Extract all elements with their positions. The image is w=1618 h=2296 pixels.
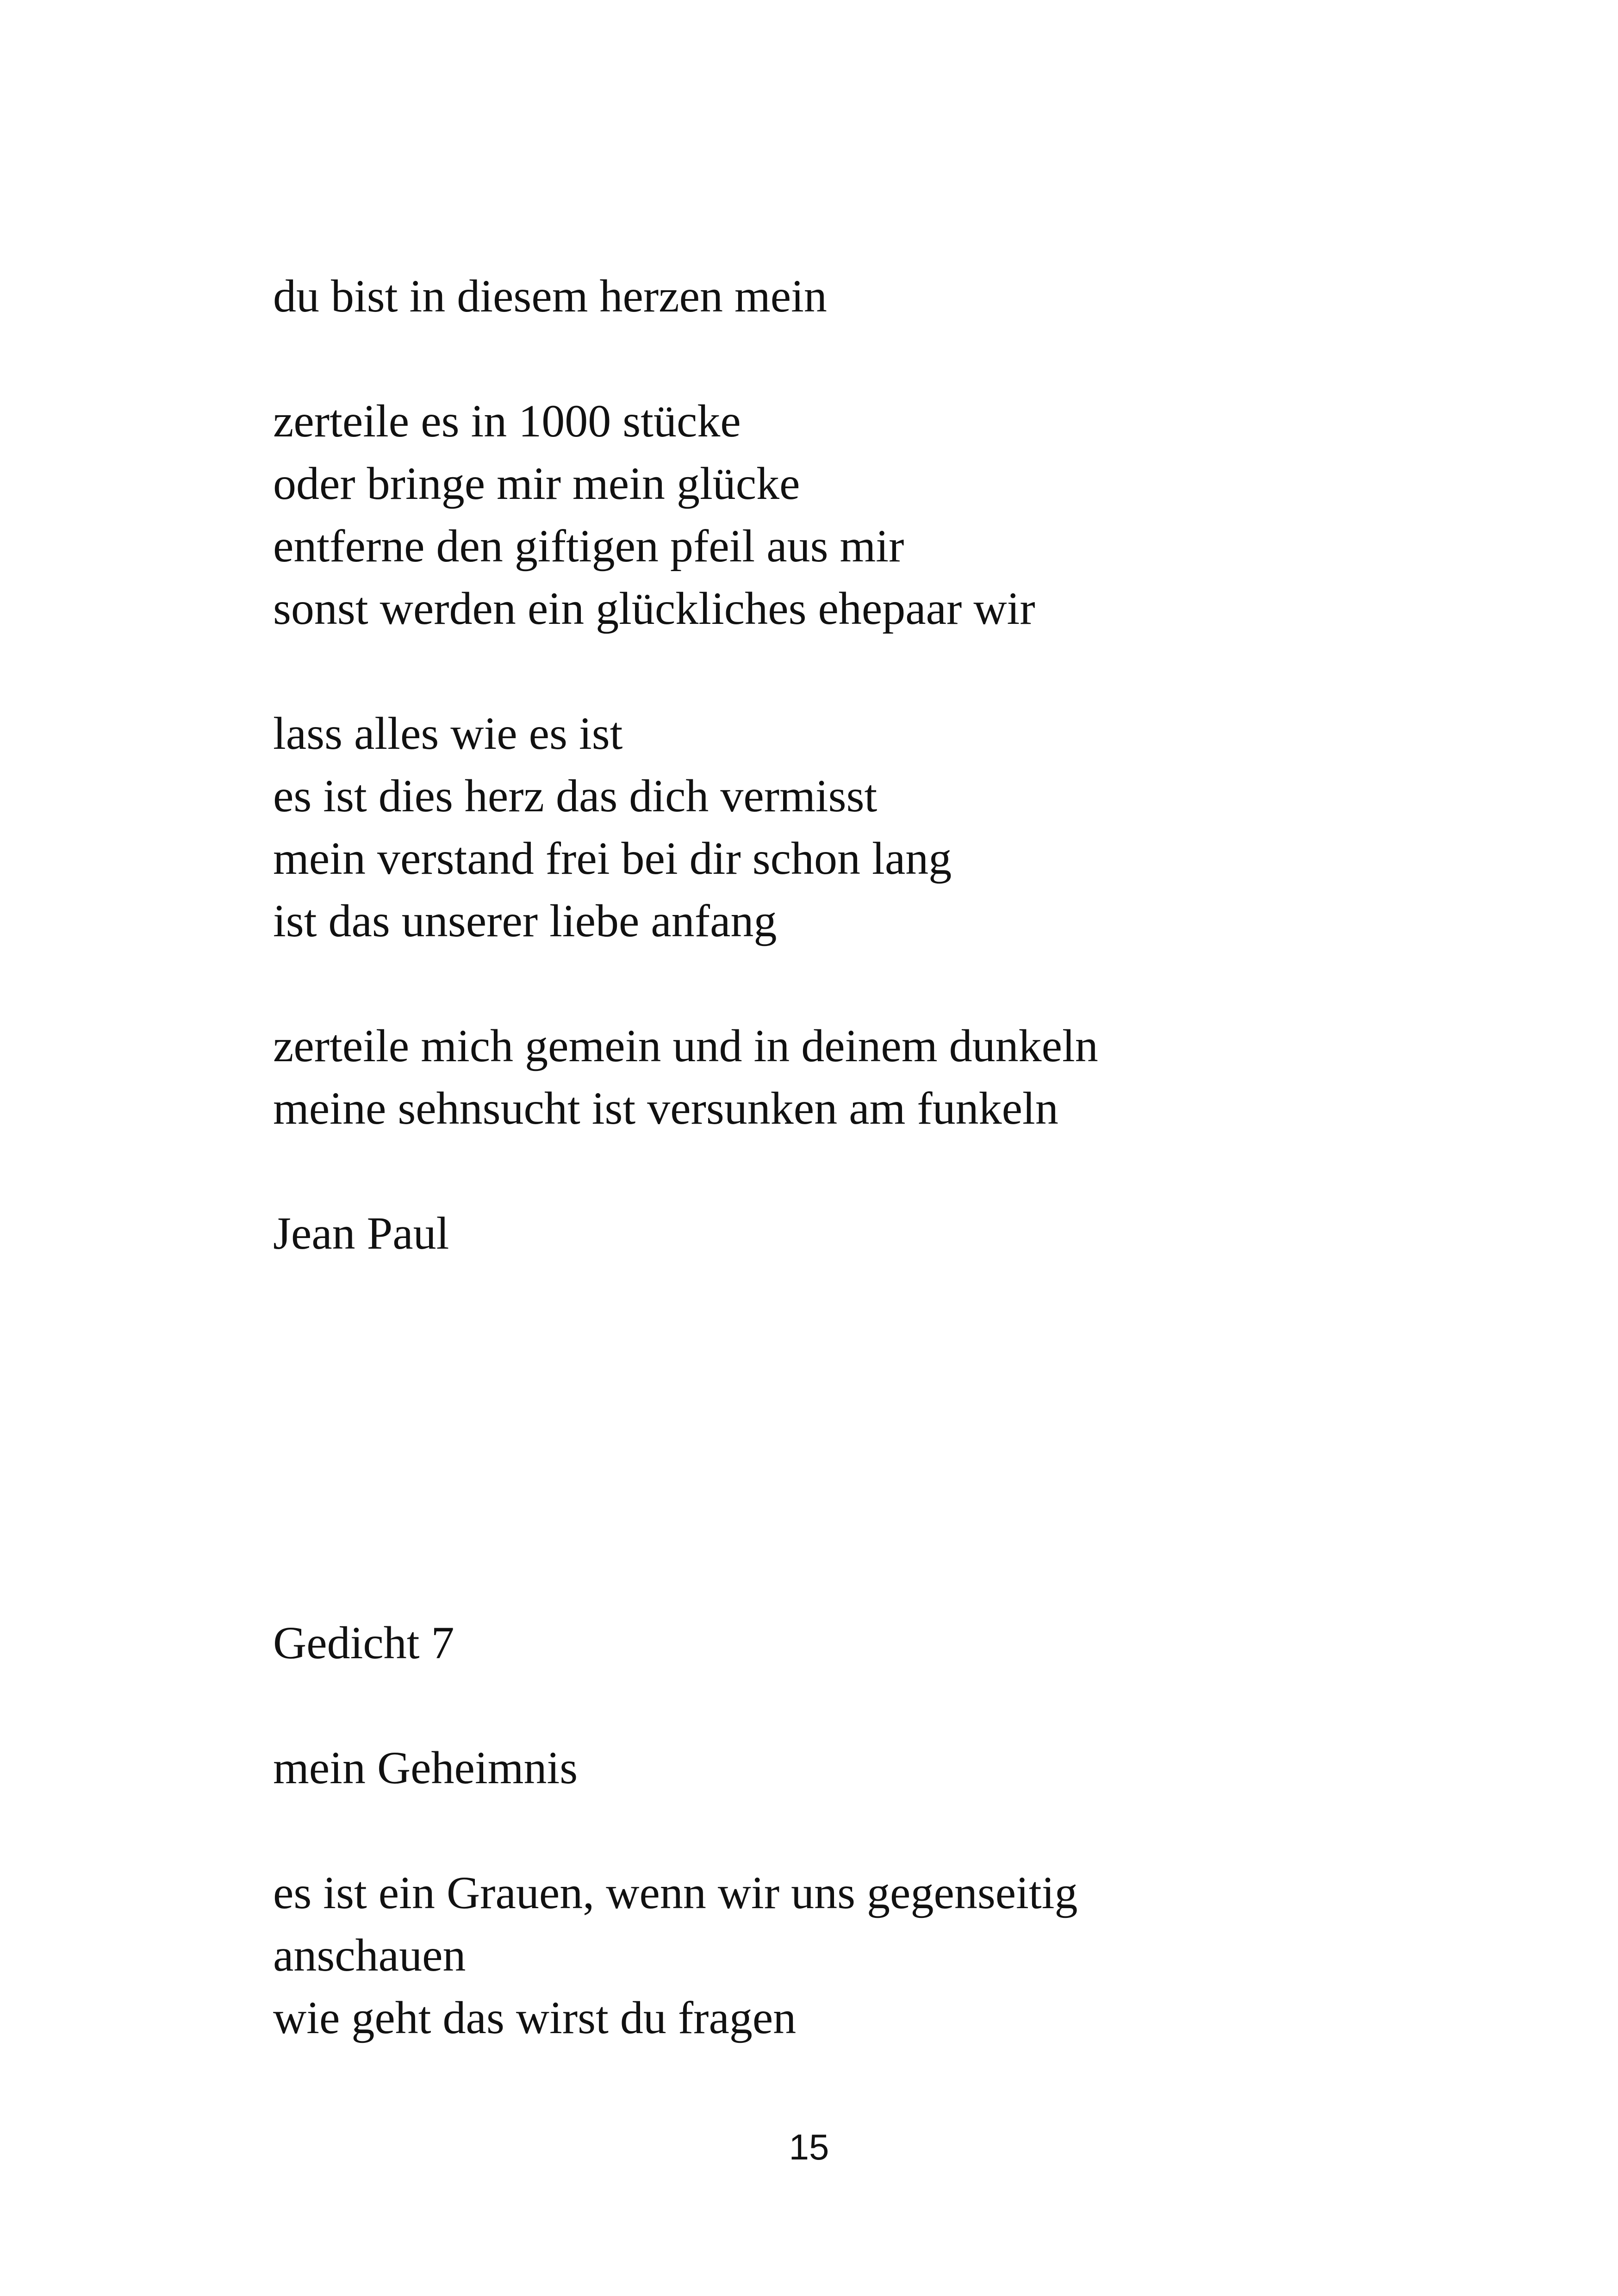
poem-line: mein verstand frei bei dir schon lang (273, 833, 952, 884)
poem-line: oder bringe mir mein glücke (273, 458, 800, 509)
poem-line: sonst werden ein glückliches ehepaar wir (273, 583, 1035, 634)
poem-title: mein Geheimnis (273, 1742, 578, 1793)
poem-line: es ist dies herz das dich vermisst (273, 770, 877, 821)
poem-line: entferne den giftigen pfeil aus mir (273, 520, 904, 572)
poem-line: zerteile mich gemein und in deinem dunkeln (273, 1020, 1098, 1071)
poem-line: es ist ein Grauen, wenn wir uns gegenseitig (273, 1867, 1078, 1918)
poem-line: ist das unserer liebe anfang (273, 895, 777, 946)
poem-line: zerteile es in 1000 stücke (273, 395, 741, 447)
poem-line: lass alles wie es ist (273, 708, 623, 759)
poem-line: wie geht das wirst du fragen (273, 1992, 797, 2043)
page-number: 15 (789, 2127, 829, 2167)
poem-line: du bist in diesem herzen mein (273, 270, 827, 322)
poem-line: anschauen (273, 1929, 466, 1981)
poem-author: Jean Paul (273, 1207, 449, 1259)
poem-line: meine sehnsucht ist versunken am funkeln (273, 1083, 1058, 1134)
poem-heading: Gedicht 7 (273, 1617, 454, 1668)
